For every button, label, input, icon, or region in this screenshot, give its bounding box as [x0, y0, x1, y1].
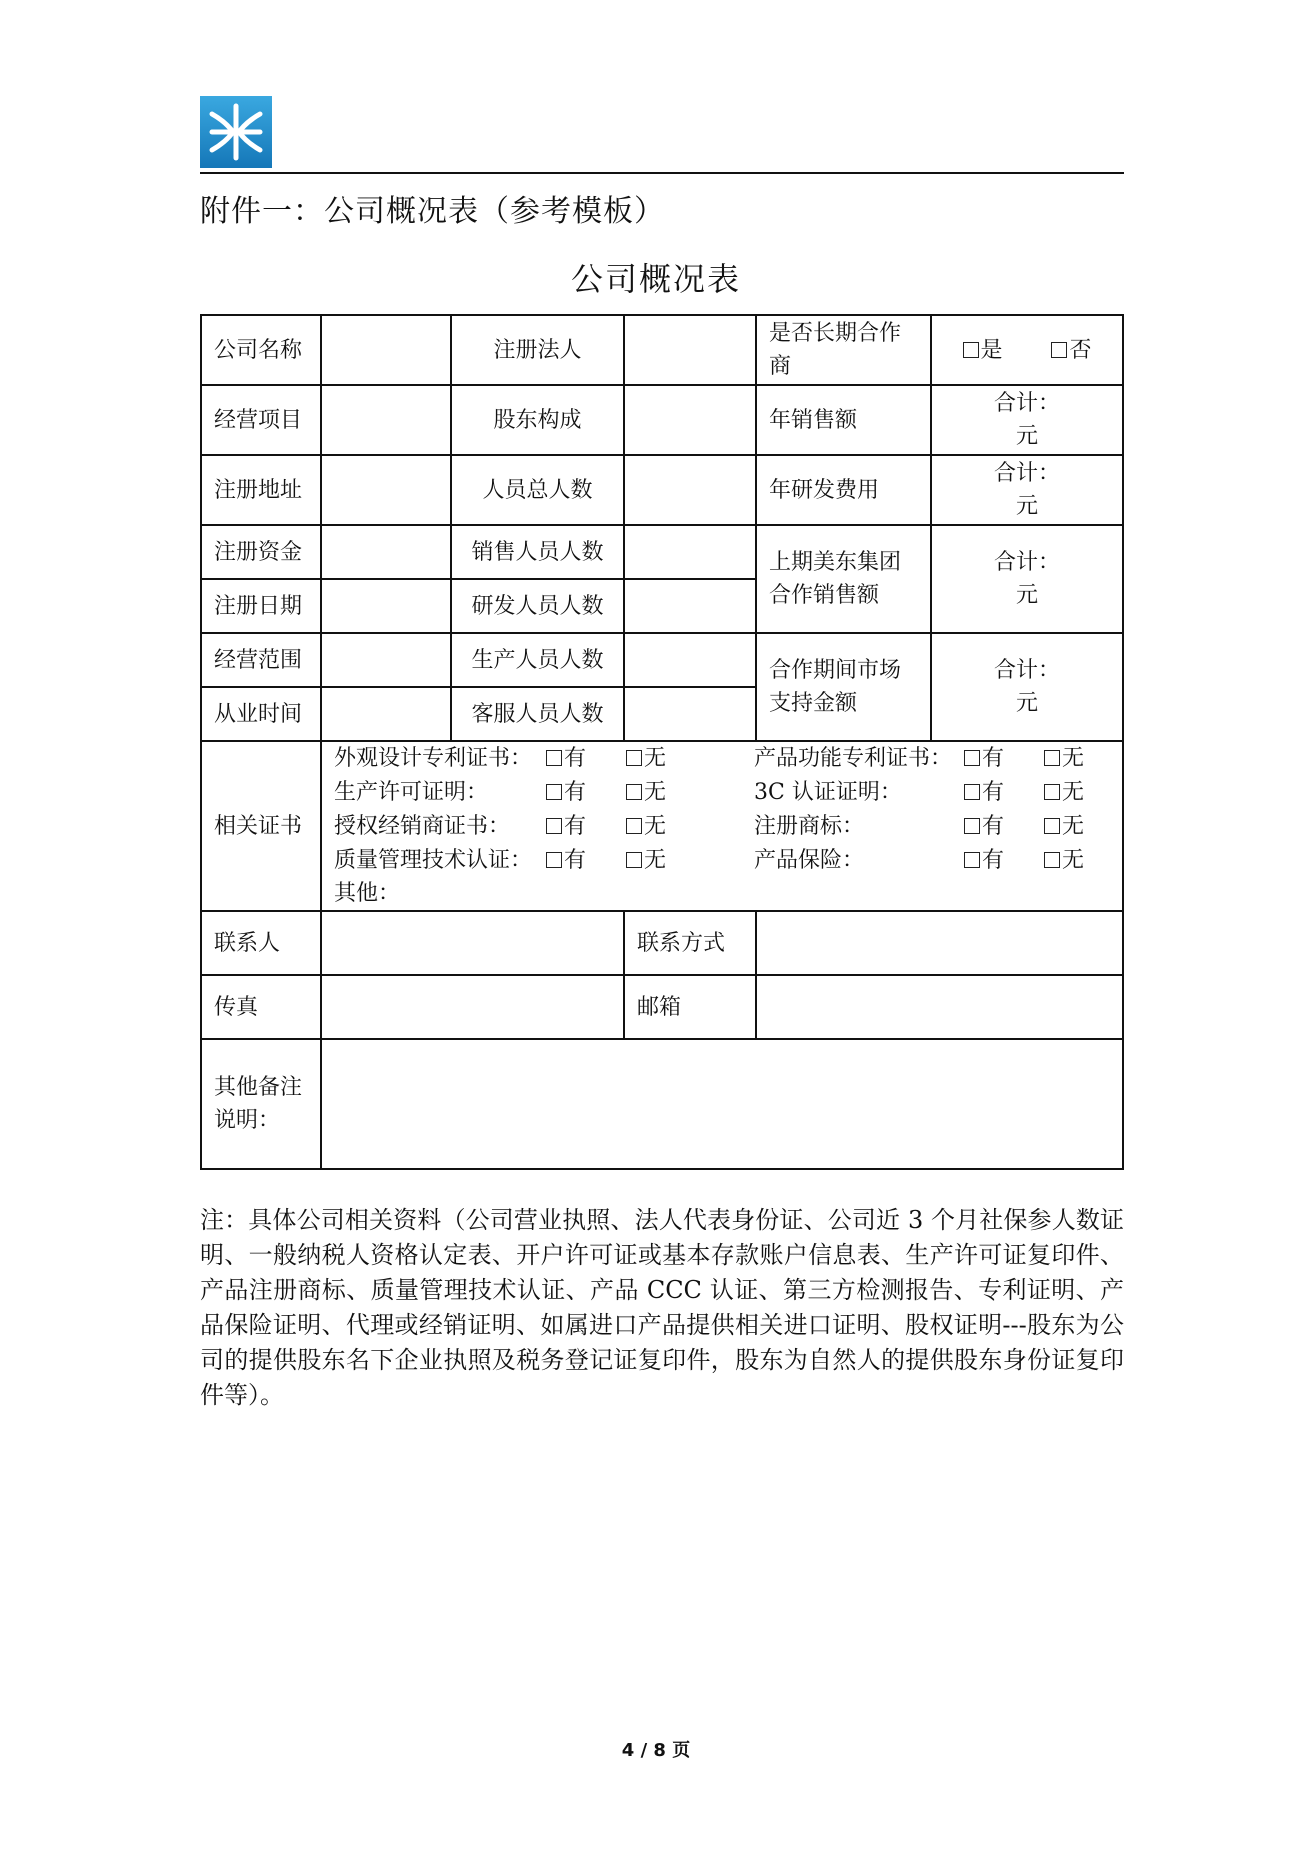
- cert-design-patent-no[interactable]: [626, 742, 754, 776]
- annual-sales-label: 年销售额: [756, 385, 931, 455]
- email-label: 邮箱: [624, 975, 756, 1039]
- partner-no-label: 否: [1069, 337, 1092, 363]
- header-divider: [200, 172, 1124, 174]
- checkbox-icon: [546, 818, 562, 834]
- checkbox-icon: [1044, 818, 1060, 834]
- remarks-field[interactable]: [321, 1039, 1123, 1169]
- cert-design-patent-label: 外观设计专利证书：: [334, 746, 533, 771]
- currency-unit: 元: [1015, 424, 1038, 449]
- cert-no-text: 无: [644, 746, 667, 771]
- cert-no-text: 无: [1062, 780, 1085, 805]
- total-prefix: 合计：: [993, 461, 1060, 486]
- cert-production-license-label: 生产许可证明：: [334, 780, 489, 805]
- cert-no-text: 无: [1062, 814, 1085, 839]
- production-staff-field[interactable]: [624, 633, 756, 687]
- certificates-field: [321, 741, 1123, 911]
- contact-person-label: 联系人: [201, 911, 321, 975]
- business-scope-field[interactable]: [321, 633, 451, 687]
- cert-other-label: 其他：: [334, 881, 401, 906]
- cert-yes-text: 有: [564, 814, 587, 839]
- remarks-label: 其他备注说明：: [201, 1039, 321, 1169]
- cert-quality-yes[interactable]: [546, 844, 626, 878]
- business-scope-label: 经营范围: [201, 633, 321, 687]
- cert-yes-text: 有: [982, 746, 1005, 771]
- production-staff-label: 生产人员人数: [451, 633, 624, 687]
- prev-sales-field[interactable]: [931, 525, 1123, 633]
- cert-no-text: 无: [644, 780, 667, 805]
- total-prefix: 合计：: [993, 391, 1060, 416]
- checkbox-icon: [626, 818, 642, 834]
- rd-staff-field[interactable]: [624, 579, 756, 633]
- annual-rd-field[interactable]: [931, 455, 1123, 525]
- sales-staff-label: 销售人员人数: [451, 525, 624, 579]
- cert-quality-no[interactable]: [626, 844, 754, 878]
- attachment-title: 附件一：公司概况表（参考模板）: [200, 194, 665, 229]
- market-support-label: 合作期间市场支持金额: [756, 633, 931, 741]
- cert-quality-label: 质量管理技术认证：: [334, 848, 533, 873]
- company-name-label: 公司名称: [201, 315, 321, 385]
- total-staff-field[interactable]: [624, 455, 756, 525]
- cert-function-patent-no[interactable]: [1044, 742, 1116, 776]
- company-logo-icon: [200, 96, 272, 168]
- note-paragraph: 注：具体公司相关资料（公司营业执照、法人代表身份证、公司近 3 个月社保参人数证明、一般纳税人资格认定表、开户许可证或基本存款账户信息表、生产许可证复印件、产品注册商标、质量管理技术认证、产品 CCC 认证、第三方检测报告、专利证明、产品保险证明、代理或经销证明、如属进口产品提供相关进口证明、股权证明---股东为公司的提供股东名下企业执照及税务登记证复印件，股东为自然人的提供股东身份证复印件等）。: [200, 1206, 1124, 1409]
- checkbox-icon: [964, 784, 980, 800]
- cert-yes-text: 有: [564, 848, 587, 873]
- cert-trademark-label: 注册商标：: [754, 814, 865, 839]
- cert-production-license-no[interactable]: [626, 776, 754, 810]
- company-overview-table: [200, 314, 1124, 1170]
- service-staff-field[interactable]: [624, 687, 756, 741]
- page-number: 4 / 8 页: [621, 1740, 691, 1761]
- cert-no-text: 无: [644, 848, 667, 873]
- checkbox-icon: [626, 852, 642, 868]
- cert-dealer-label: 授权经销商证书：: [334, 814, 511, 839]
- checkbox-icon: [964, 852, 980, 868]
- fax-label: 传真: [201, 975, 321, 1039]
- reg-address-label: 注册地址: [201, 455, 321, 525]
- years-in-business-label: 从业时间: [201, 687, 321, 741]
- checkbox-icon: [963, 342, 979, 358]
- cert-function-patent-yes[interactable]: [964, 742, 1044, 776]
- currency-unit: 元: [1015, 583, 1038, 608]
- cert-3c-yes[interactable]: [964, 776, 1044, 810]
- partner-yes-label: 是: [980, 337, 1003, 363]
- shareholders-field[interactable]: [624, 385, 756, 455]
- cert-yes-text: 有: [982, 814, 1005, 839]
- cert-function-patent-label: 产品功能专利证书：: [754, 746, 953, 771]
- business-items-field[interactable]: [321, 385, 451, 455]
- rd-staff-label: 研发人员人数: [451, 579, 624, 633]
- cert-insurance-yes[interactable]: [964, 844, 1044, 878]
- checkbox-icon: [626, 750, 642, 766]
- company-name-field[interactable]: [321, 315, 451, 385]
- checkbox-icon: [546, 750, 562, 766]
- long-term-partner-label: 是否长期合作商: [756, 315, 931, 385]
- total-prefix: 合计：: [993, 658, 1060, 683]
- sales-staff-field[interactable]: [624, 525, 756, 579]
- business-items-label: 经营项目: [201, 385, 321, 455]
- checkbox-icon: [1044, 852, 1060, 868]
- total-staff-label: 人员总人数: [451, 455, 624, 525]
- cert-no-text: 无: [1062, 746, 1085, 771]
- annual-rd-label: 年研发费用: [756, 455, 931, 525]
- total-prefix: 合计：: [993, 550, 1060, 575]
- checkbox-icon: [626, 784, 642, 800]
- partner-yes-checkbox[interactable]: [963, 334, 1003, 367]
- service-staff-label: 客服人员人数: [451, 687, 624, 741]
- cert-trademark-yes[interactable]: [964, 810, 1044, 844]
- cert-3c-no[interactable]: [1044, 776, 1116, 810]
- cert-no-text: 无: [1062, 848, 1085, 873]
- table-title: 公司概况表: [570, 260, 741, 298]
- annual-sales-field[interactable]: [931, 385, 1123, 455]
- certificates-label: 相关证书: [201, 741, 321, 911]
- years-in-business-field[interactable]: [321, 687, 451, 741]
- fax-field[interactable]: [321, 975, 624, 1039]
- reg-date-label: 注册日期: [201, 579, 321, 633]
- cert-dealer-no[interactable]: [626, 810, 754, 844]
- legal-rep-field[interactable]: [624, 315, 756, 385]
- certificates-grid: [334, 742, 1110, 878]
- cert-insurance-no[interactable]: [1044, 844, 1116, 878]
- cert-no-text: 无: [644, 814, 667, 839]
- reg-capital-label: 注册资金: [201, 525, 321, 579]
- checkbox-icon: [964, 818, 980, 834]
- market-support-field[interactable]: [931, 633, 1123, 741]
- checkbox-icon: [546, 784, 562, 800]
- legal-rep-label: 注册法人: [451, 315, 624, 385]
- cert-yes-text: 有: [564, 780, 587, 805]
- cert-yes-text: 有: [564, 746, 587, 771]
- cert-production-license-yes[interactable]: [546, 776, 626, 810]
- cert-yes-text: 有: [982, 780, 1005, 805]
- checkbox-icon: [1051, 342, 1067, 358]
- cert-3c-label: 3C 认证证明：: [754, 780, 902, 805]
- contact-method-field[interactable]: [756, 911, 1123, 975]
- contact-person-field[interactable]: [321, 911, 624, 975]
- cert-dealer-yes[interactable]: [546, 810, 626, 844]
- checkbox-icon: [964, 750, 980, 766]
- checkbox-icon: [1044, 784, 1060, 800]
- email-field[interactable]: [756, 975, 1123, 1039]
- cert-yes-text: 有: [982, 848, 1005, 873]
- currency-unit: 元: [1015, 691, 1038, 716]
- long-term-partner-options: [931, 315, 1123, 385]
- checkbox-icon: [1044, 750, 1060, 766]
- cert-trademark-no[interactable]: [1044, 810, 1116, 844]
- reg-address-field[interactable]: [321, 455, 451, 525]
- cert-insurance-label: 产品保险：: [754, 848, 865, 873]
- prev-sales-label: 上期美东集团合作销售额: [756, 525, 931, 633]
- cert-design-patent-yes[interactable]: [546, 742, 626, 776]
- contact-method-label: 联系方式: [624, 911, 756, 975]
- shareholders-label: 股东构成: [451, 385, 624, 455]
- checkbox-icon: [546, 852, 562, 868]
- currency-unit: 元: [1015, 494, 1038, 519]
- reg-date-field[interactable]: [321, 579, 451, 633]
- partner-no-checkbox[interactable]: [1051, 334, 1091, 367]
- reg-capital-field[interactable]: [321, 525, 451, 579]
